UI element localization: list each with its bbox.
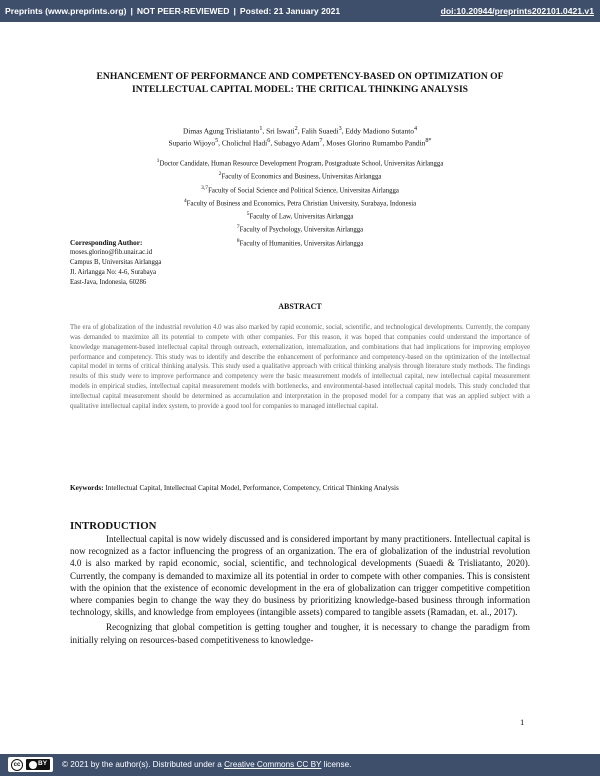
corresponding-author-address-line: Campus B, Universitas Airlangga <box>70 259 162 266</box>
license-link[interactable]: Creative Commons CC BY <box>224 760 322 769</box>
review-status: NOT PEER-REVIEWED <box>136 6 230 16</box>
author-affil-mark: 8* <box>425 138 432 145</box>
author-separator: , <box>341 126 346 136</box>
journal-name: Preprints (www.preprints.org) <box>5 6 127 16</box>
body-paragraph: Recognizing that global competition is getting tougher and tougher, it is necessary to change the paradigm from initially relying on resources-based competitiveness to knowledge- <box>70 622 530 645</box>
corresponding-author-block <box>70 238 310 288</box>
author-name: Sri Iswati <box>266 126 295 136</box>
affiliation-mark: 5 <box>246 211 250 218</box>
author-separator: , <box>322 138 327 148</box>
affiliation <box>60 196 540 209</box>
affiliation-text: Faculty of Economics and Business, Universitas Airlangga <box>221 173 382 181</box>
license-footer-bar <box>0 754 600 776</box>
cc-by-badge <box>8 757 53 772</box>
affiliation-mark: 7 <box>236 224 240 231</box>
abstract-text: The era of globalization of the industrial revolution 4.0 was also marked by rapid economic, social, scientific, and technological developments. Currently, the company was demanded to maximize all its potential to compete with other companies. For this reason, it was hoped that companies could understand the importance of knowledge management-based intellectual capital through outreach, externalization, internalization, and combinations that had implications for improving employee performance and competency. This study was to identify and describe the enhancement of performance and competency-based on the optimization of the intellectual capital model in terms of critical thinking analysis. This study used a qualitative approach with critical thinking analysis through literature study methods. The findings results of this study were to improve performance and competency were the basic measurement models of intellectual capital, new intellectual capital measurement models in empirical studies, intellectual capital measurement models with bottlenecks, and environmental-based intellectual capital models. This study concluded that intellectual capital measurement should be determined as accumulation and interpretation in the proposed model for a company that was an applied subject with a qualitative intellectual capital index system, to provide a good tool for companies to managed intellectual capital. <box>70 324 530 410</box>
keywords-line <box>70 484 530 492</box>
author-name: Eddy Madiono Sutanto <box>345 126 414 136</box>
posted-date: Posted: 21 January 2021 <box>239 6 341 16</box>
cc-icon: cc <box>11 759 23 771</box>
affiliation-mark: 8 <box>236 237 240 244</box>
affiliation-text: Faculty of Psychology, Universitas Airlangga <box>239 226 364 234</box>
author-affil-mark: 5 <box>215 138 219 145</box>
corresponding-author-address-line: East-Java, Indonesia, 60286 <box>70 279 147 286</box>
author-line <box>60 124 540 136</box>
by-label: BY <box>38 760 48 767</box>
body-paragraph: Intellectual capital is now widely discussed and is considered important by many practitioners. Intellectual capital is now recognized as a factor influencing the progress of an organization. The era of globalization of the industrial revolution 4.0 is also marked by rapid economic, social, scientific, and technological developments (Suaedi & Trisliatanto, 2020). Currently, the company is demanded to maximize all its potential in order to compete with other companies. This is consistent with the opinion that the existence of economic development in the era of globalization can trigger competitive competition where companies begin to change the way they do business by prioritizing knowledge-based business through information technology, skills, and knowledge from employees (intangible assets) compared to tangible assets (Ramadan, et. al., 2017). <box>70 534 530 618</box>
keywords-label: Keywords: <box>70 484 104 492</box>
page-number: 1 <box>520 717 525 727</box>
author-line <box>60 136 540 148</box>
affiliation-text: Faculty of Social Science and Political Science, Universitas Airlangga <box>208 186 399 194</box>
author-affil-mark: 1 <box>259 126 263 132</box>
author-list <box>60 124 540 149</box>
section-heading-introduction: INTRODUCTION <box>70 520 157 532</box>
author-separator: , <box>297 126 302 136</box>
author-name: Moses Glorino Rumambo Pandin <box>326 138 426 148</box>
header-separator: | <box>233 6 236 16</box>
header-right <box>441 6 594 16</box>
affiliation-text: Doctor Candidate, Human Resource Development Program, Postgraduate School, Universitas Airlangga <box>159 160 444 168</box>
affiliation <box>60 222 540 235</box>
abstract-heading: ABSTRACT <box>278 302 322 311</box>
author-name: Cholichul Hadi <box>221 138 268 148</box>
affiliation <box>60 169 540 182</box>
author-affil-mark: 6 <box>267 138 271 145</box>
author-separator: , <box>218 138 222 148</box>
affiliation-mark: 4 <box>183 197 187 204</box>
license-text <box>62 760 351 769</box>
author-separator: , <box>270 138 275 148</box>
paper-title: ENHANCEMENT OF PERFORMANCE AND COMPETENCY-BASED ON OPTIMIZATION OF INTELLECTUAL CAPITAL MODEL: THE CRITICAL THINKING ANALYSIS <box>96 71 504 95</box>
author-affil-mark: 2 <box>294 126 298 132</box>
corresponding-author-heading: Corresponding Author: <box>70 239 143 247</box>
header-left <box>5 6 340 16</box>
affiliation-text: Faculty of Humanities, Universitas Airlangga <box>239 239 364 247</box>
affiliation-mark: 3,7 <box>201 184 209 191</box>
corresponding-author-address-line: Jl. Airlangga No: 4-6, Surabaya <box>70 269 157 276</box>
author-separator: , <box>262 126 267 136</box>
affiliation <box>60 156 540 169</box>
person-icon <box>29 761 37 769</box>
author-name: Falih Suaedi <box>301 126 339 136</box>
affiliation-text: Faculty of Business and Economics, Petra Christian University, Surabaya, Indonesia <box>186 200 417 208</box>
license-suffix: license. <box>321 760 352 769</box>
doi-link[interactable]: doi:10.20944/preprints202101.0421.v1 <box>440 6 594 16</box>
affiliation-text: Faculty of Law, Universitas Airlangga <box>249 213 354 221</box>
author-name: Dimas Agung Trisliatanto <box>182 126 260 136</box>
author-affil-mark: 4 <box>413 126 418 132</box>
license-prefix: © 2021 by the author(s). Distributed under a <box>62 760 225 769</box>
author-affil-mark: 7 <box>319 138 323 145</box>
affiliation <box>60 183 540 196</box>
affiliation <box>60 209 540 222</box>
keywords-text: Intellectual Capital, Intellectual Capital Model, Performance, Competency, Critical Thinking Analysis <box>105 484 399 492</box>
author-name: Subagyo Adam <box>274 138 320 148</box>
affiliation-mark: 1 <box>156 158 160 164</box>
preprint-header-bar <box>0 0 600 22</box>
header-separator: | <box>130 6 133 16</box>
affiliation-list <box>60 156 540 249</box>
corresponding-author-email: moses.glorino@fib.unair.ac.id <box>70 249 153 256</box>
by-icon <box>26 759 50 770</box>
author-name: Supario Wijoyo <box>168 138 216 148</box>
introduction-body <box>70 533 530 646</box>
affiliation-mark: 2 <box>218 171 222 178</box>
author-affil-mark: 3 <box>338 126 342 132</box>
